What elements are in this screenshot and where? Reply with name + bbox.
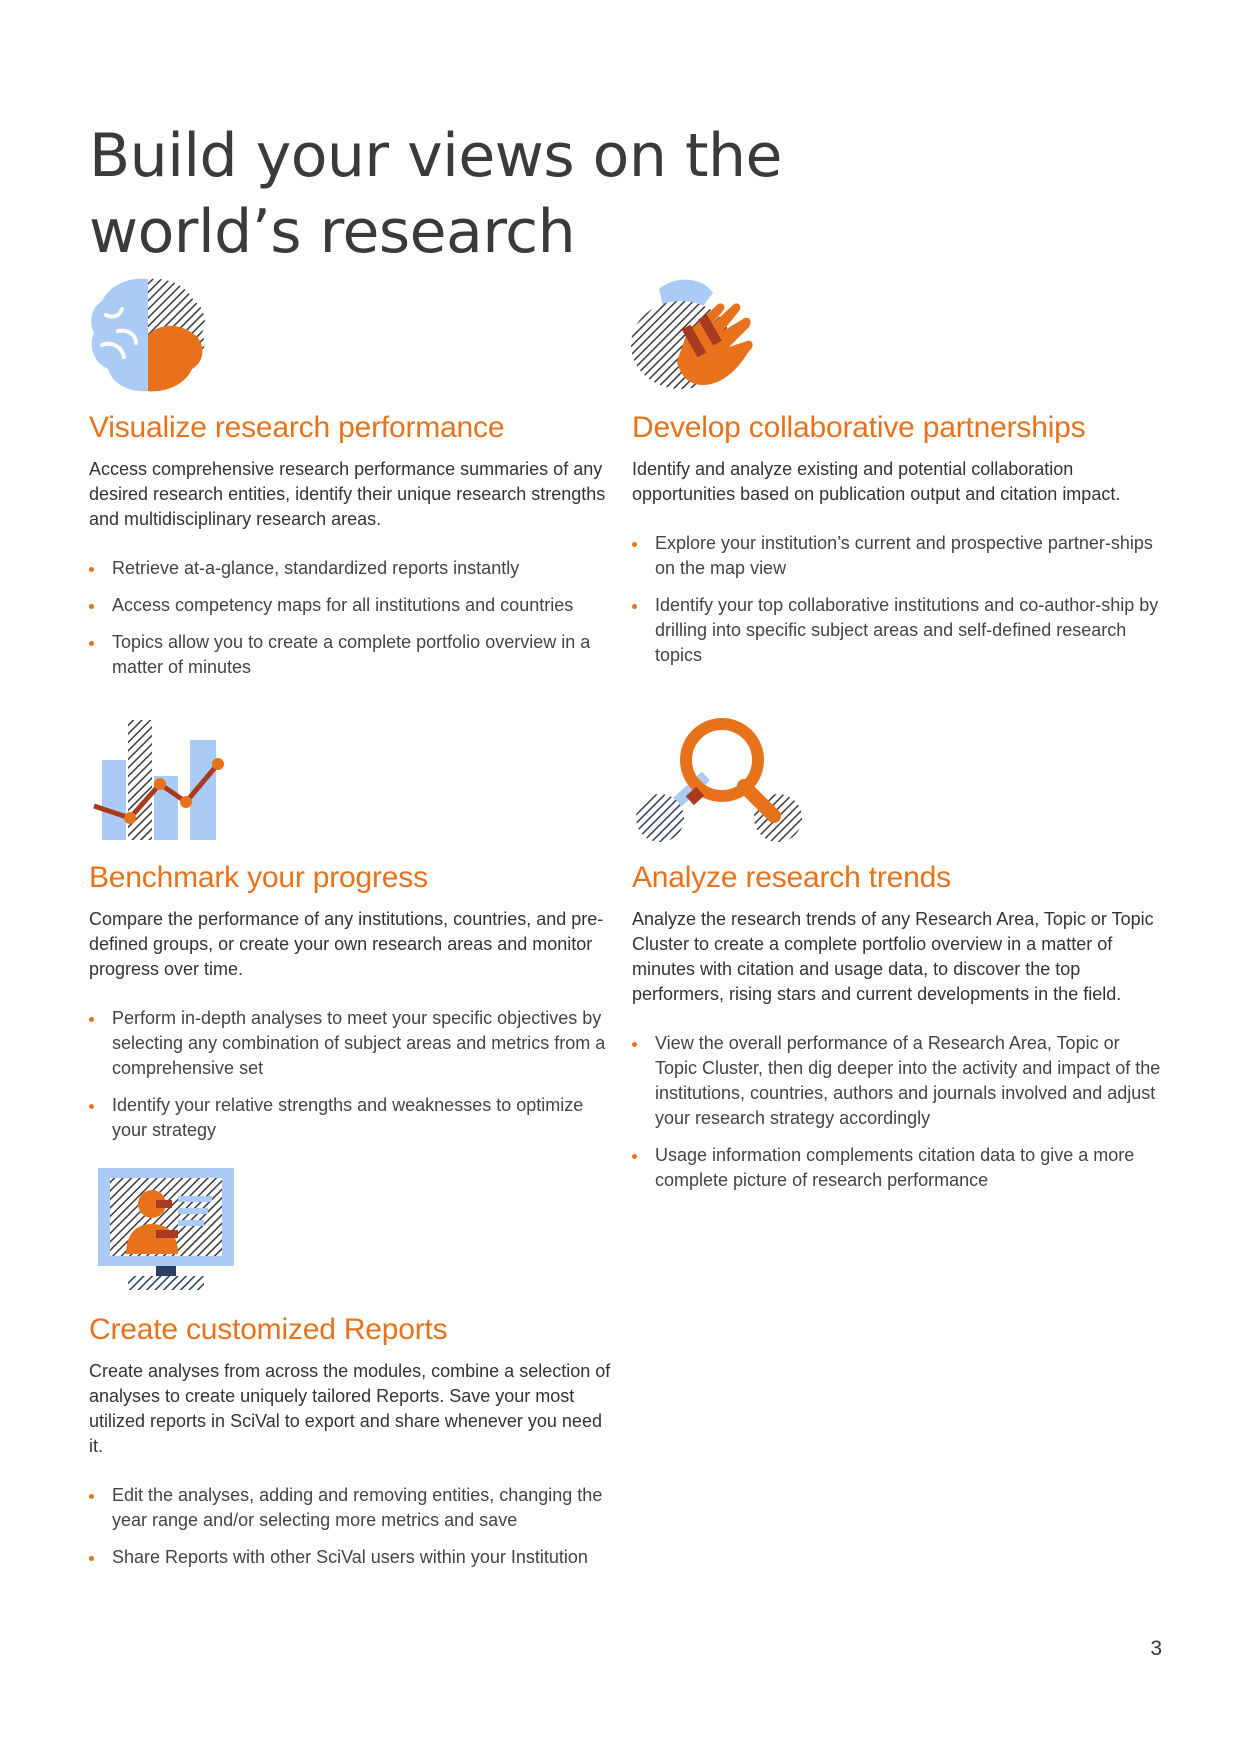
handshake-icon bbox=[625, 275, 775, 405]
page-title-line-1: Build your views on the bbox=[89, 121, 782, 191]
section-title: Develop collaborative partnerships bbox=[632, 411, 1086, 444]
list-item: Perform in-depth analyses to meet your specific objectives by selecting any combination of subject areas and metrics from a comprehensive set bbox=[89, 1006, 619, 1081]
section-visualize bbox=[89, 410, 619, 692]
section-description: Identify and analyze existing and potential collaboration opportunities based on publication output and citation impact. bbox=[632, 459, 1121, 504]
bullet-list bbox=[632, 531, 1162, 668]
bar-chart-icon bbox=[90, 720, 225, 840]
section-trends bbox=[632, 860, 1162, 1205]
section-description: Compare the performance of any institutions, countries, and pre-defined groups, or create your own research areas and monitor progress over time. bbox=[89, 909, 604, 979]
section-benchmark bbox=[89, 860, 619, 1155]
list-item: Share Reports with other SciVal users within your Institution bbox=[89, 1545, 619, 1570]
bullet-icon bbox=[89, 604, 94, 609]
bullet-icon bbox=[89, 1104, 94, 1109]
list-item: Topics allow you to create a complete portfolio overview in a matter of minutes bbox=[89, 630, 619, 680]
section-title: Create customized Reports bbox=[89, 1313, 448, 1346]
section-reports bbox=[89, 1312, 619, 1582]
list-item: Identify your relative strengths and weaknesses to optimize your strategy bbox=[89, 1093, 619, 1143]
bullet-icon bbox=[89, 1556, 94, 1561]
section-description: Access comprehensive research performance summaries of any desired research entities, identify their unique research strengths and multidisciplinary research areas. bbox=[89, 459, 606, 529]
bullet-icon bbox=[632, 1154, 637, 1159]
bullet-icon bbox=[632, 604, 637, 609]
bullet-icon bbox=[89, 1494, 94, 1499]
bullet-icon bbox=[89, 641, 94, 646]
page-title-line-2: world’s research bbox=[89, 197, 576, 267]
bullet-list bbox=[89, 1483, 619, 1570]
list-item: Explore your institution’s current and prospective partner-ships on the map view bbox=[632, 531, 1162, 581]
section-title: Visualize research performance bbox=[89, 411, 505, 444]
section-title: Analyze research trends bbox=[632, 861, 951, 894]
list-item: Retrieve at-a-glance, standardized reports instantly bbox=[89, 556, 619, 581]
bullet-list bbox=[632, 1031, 1162, 1193]
list-item: Identify your top collaborative institutions and co-author-ship by drilling into specific subject areas and self-defined research topics bbox=[632, 593, 1162, 668]
list-item: Edit the analyses, adding and removing entities, changing the year range and/or selecting more metrics and save bbox=[89, 1483, 619, 1533]
bullet-icon bbox=[89, 567, 94, 572]
list-item: Usage information complements citation data to give a more complete picture of research performance bbox=[632, 1143, 1162, 1193]
page-title bbox=[89, 118, 782, 270]
monitor-report-icon bbox=[98, 1168, 238, 1293]
magnifier-icon bbox=[630, 718, 810, 848]
section-title: Benchmark your progress bbox=[89, 861, 428, 894]
bullet-list bbox=[89, 1006, 619, 1143]
list-item: Access competency maps for all institutions and countries bbox=[89, 593, 619, 618]
list-item: View the overall performance of a Research Area, Topic or Topic Cluster, then dig deeper into the activity and impact of the institutions, countries, authors and journals involved and adjust your research strategy accordingly bbox=[632, 1031, 1162, 1131]
bullet-icon bbox=[632, 1042, 637, 1047]
page-number: 3 bbox=[1150, 1637, 1162, 1660]
section-collaborate bbox=[632, 410, 1162, 680]
bullet-icon bbox=[632, 542, 637, 547]
brain-icon bbox=[88, 275, 210, 397]
bullet-icon bbox=[89, 1017, 94, 1022]
section-description: Create analyses from across the modules, combine a selection of analyses to create uniquely tailored Reports. Save your most utilized reports in SciVal to export and share whenever you need it. bbox=[89, 1361, 611, 1456]
section-description: Analyze the research trends of any Research Area, Topic or Topic Cluster to create a complete portfolio overview in a matter of minutes with citation and usage data, to discover the top performers, rising stars and current developments in the field. bbox=[632, 909, 1154, 1004]
bullet-list bbox=[89, 556, 619, 680]
